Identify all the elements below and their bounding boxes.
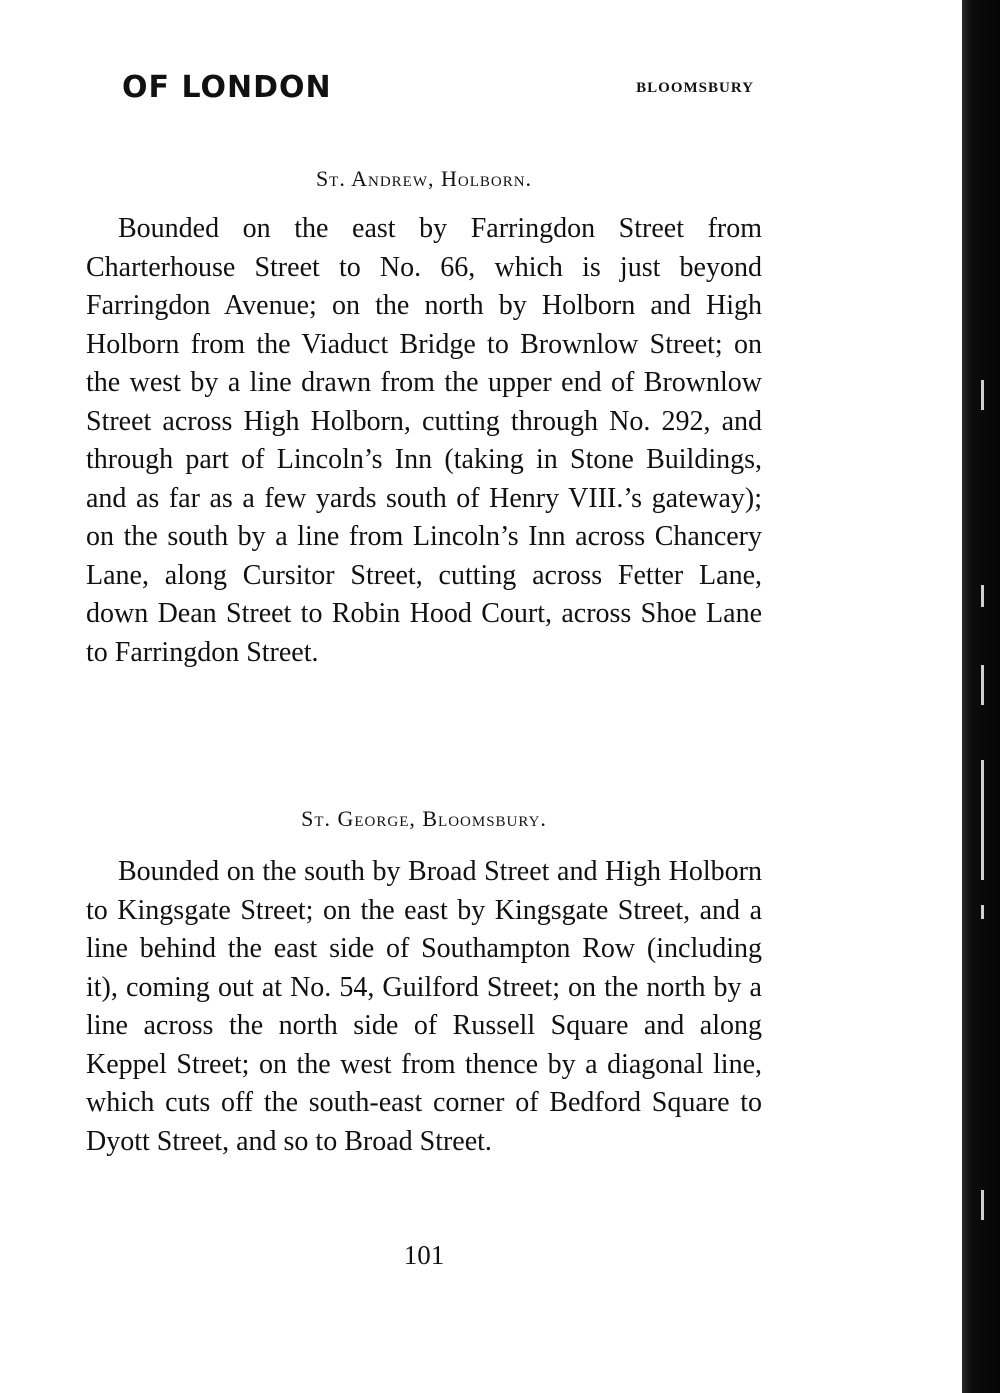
scan-speck [981, 760, 984, 880]
section-heading-st-george: St. George, Bloomsbury. [301, 806, 547, 831]
page-number: 101 [403, 1240, 445, 1270]
running-head-section: BLOOMSBURY [636, 80, 754, 96]
section-paragraph-st-george: Bounded on the south by Broad Street and High Holborn to Kingsgate Street; on the east by Kingsgate Street, and a line behind the east side of Southampton Row (including it), coming out at No. 54, Guilford Street; on the north by a line across the north side of Russell Square and along Keppel Street; on the west from thence by a diagonal line, which cuts off the south-east corner of Bedford Square to Dyott Street, and so to Broad Street. [86, 856, 762, 1157]
scan-edge-shadow [962, 0, 1000, 1393]
scan-speck [981, 585, 984, 607]
scan-speck [981, 905, 984, 919]
section-paragraph-st-andrew: Bounded on the east by Farringdon Street from Charterhouse Street to No. 66, which is just beyond Farringdon Avenue; on the north by Holborn and High Holborn from the Viaduct Bridge to Brownlow Street; on the west by a line drawn from the upper end of Brownlow Street across High Holborn, cutting through No. 292, and through part of Lincoln’s Inn (taking in Stone Buildings, and as far as a few yards south of Henry VIII.’s gateway); on the south by a line from Lincoln’s Inn across Chancery Lane, along Cursitor Street, cutting across Fetter Lane, down Dean Street to Robin Hood Court, across Shoe Lane to Farringdon Street. [86, 213, 762, 668]
section-heading-st-andrew: St. Andrew, Holborn. [315, 166, 533, 191]
scan-speck [981, 380, 984, 410]
scan-speck [981, 665, 984, 705]
scan-speck [981, 1190, 984, 1220]
running-head-title: OF LONDON [122, 70, 332, 105]
